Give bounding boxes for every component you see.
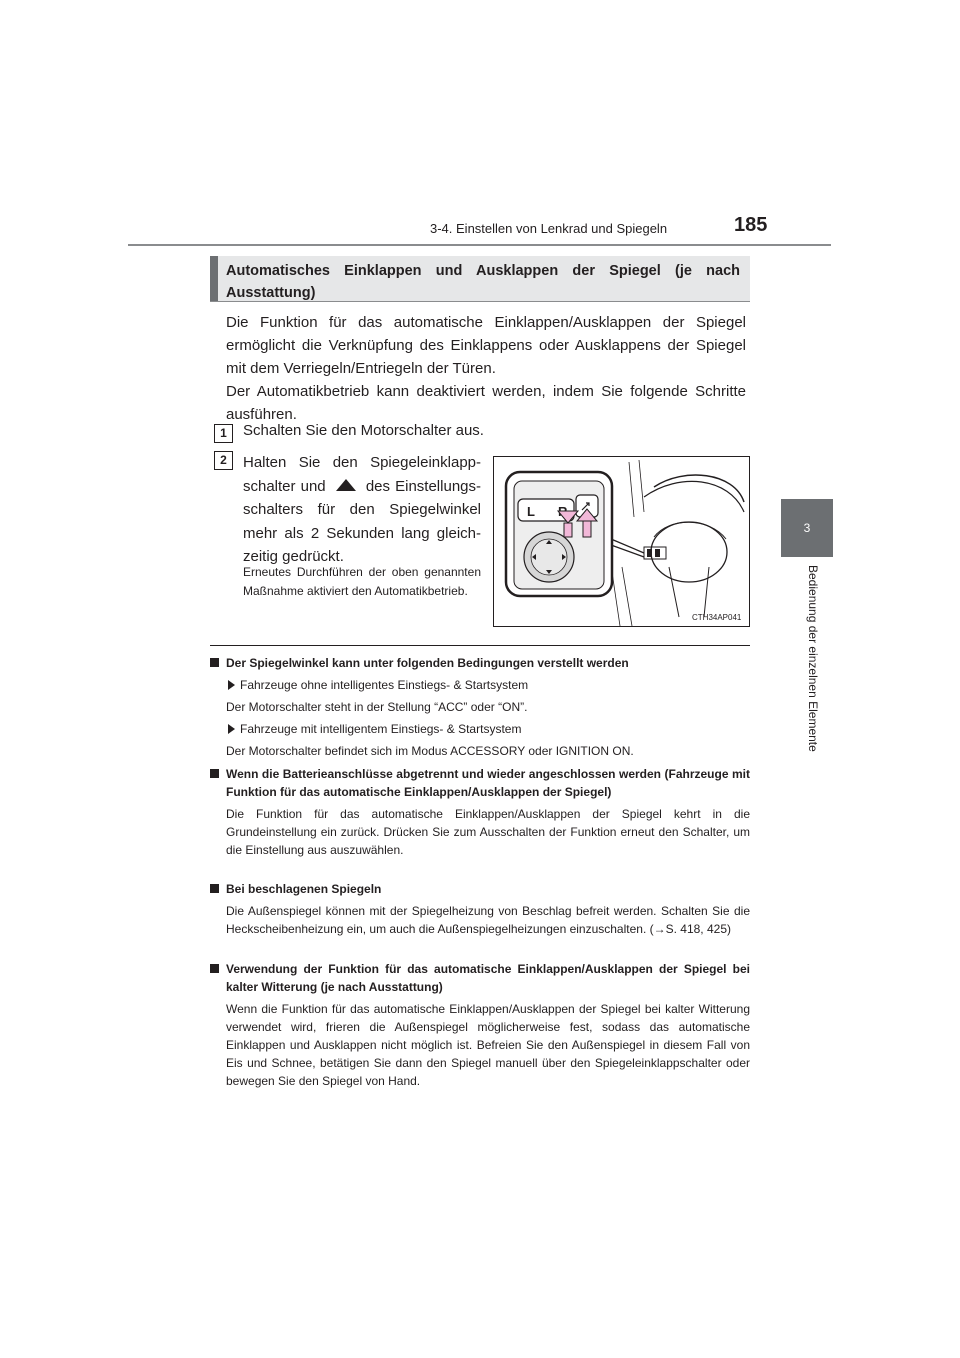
chapter-tab: 3 [781, 499, 833, 557]
note-body: Der Motorschalter steht in der Stellung “ACC” oder “ON”. [226, 700, 528, 714]
list-item: Fahrzeuge ohne intelligentes Einstiegs- & Startsystem [210, 676, 750, 694]
step-2-text [243, 451, 481, 569]
square-bullet-icon [210, 964, 219, 973]
section-rule [210, 301, 750, 302]
deactivate-paragraph: Der Automatikbetrieb kann deaktiviert werden, indem Sie folgende Schritte ausführen. [226, 383, 746, 423]
running-head: 3-4. Einstellen von Lenkrad und Spiegeln [430, 221, 668, 236]
note-battery [210, 765, 750, 859]
page-number: 185 [734, 214, 768, 236]
note-cold-weather [210, 960, 750, 1090]
left-switch-label: L [527, 504, 535, 519]
intro-paragraph: Die Funktion für das automatische Einklappen/Ausklappen der Spiegel ermöglicht die Verknüpfung des Einklappens oder Ausklappens der Spiegel mit dem Verriegeln/Entriegeln der Türen. [226, 314, 746, 377]
notes-divider [210, 645, 750, 646]
note-title: Bei beschlagenen Spiegeln [226, 882, 382, 896]
step-1-text: Schalten Sie den Motorschalter aus. [243, 422, 484, 439]
square-bullet-icon [210, 658, 219, 667]
chapter-label: Bedienung der einzelnen Elemente [806, 565, 820, 752]
note-title: Der Spiegelwinkel kann unter folgenden Bedingungen verstellt werden [226, 656, 629, 670]
note-body: Die Außenspiegel können mit der Spiegelheizung von Beschlag befreit werden. Schalten Sie die Heckscheibenheizung ein, um auch die Außenspiegelheizungen einzuschalten. (→S. 418, 425) [226, 904, 750, 936]
step-2-text-after: des Einstellungs-schalters für den Spiegelwinkel mehr als 2 Sekunden lang gleich-zeitig gedrückt. [243, 477, 481, 565]
note-conditions [210, 654, 750, 760]
header-rule [128, 244, 831, 246]
note-body: Der Motorschalter befindet sich im Modus ACCESSORY oder IGNITION ON. [226, 744, 634, 758]
mirror-switch-illustration [493, 456, 750, 627]
square-bullet-icon [210, 884, 219, 893]
list-item: Fahrzeuge mit intelligentem Einstiegs- & Startsystem [210, 720, 750, 738]
switch-diagram [494, 457, 749, 626]
note-title: Verwendung der Funktion für das automatische Einklappen/Ausklappen der Spiegel bei kalter Witterung (je nach Ausstattung) [226, 962, 750, 994]
note-body: Die Funktion für das automatische Einklappen/Ausklappen der Spiegel kehrt in die Grundeinstellung ein zurück. Drücken Sie zum Ausschalten der Funktion erneut den Schalter, um die Einstellung aus auszuwählen. [226, 807, 750, 857]
step-number-2: 2 [214, 451, 233, 470]
triangle-bullet-icon [228, 680, 235, 690]
triangle-bullet-icon [228, 724, 235, 734]
step-note: Erneutes Durchführen der oben genannten Maßnahme aktiviert den Automatikbetrieb. [243, 565, 481, 598]
figure-code: CTH34AP041 [692, 613, 742, 622]
note-title: Wenn die Batterieanschlüsse abgetrennt und wieder angeschlossen werden (Fahrzeuge mit Funktion für das automatische Einklappen/Ausklappen der Spiegel) [226, 767, 750, 799]
up-arrow-icon [335, 478, 357, 492]
step-2-text-before: Halten Sie den Spiegeleinklapp-schalter und [243, 454, 481, 495]
square-bullet-icon [210, 769, 219, 778]
note-body: Wenn die Funktion für das automatische Einklappen/Ausklappen der Spiegel bei kalter Witterung verwendet wird, frieren die Außenspiegel möglicherweise fest, sodass das automatische Einklappen und Ausklappen nicht möglich ist. Befreien Sie den Außenspiegel in diesem Fall von Eis und Schnee, betätigen Sie dann den Spiegel manuell über den Spiegeleinklappschalter oder bewegen Sie den Spiegel von Hand. [226, 1002, 750, 1088]
section-title: Automatisches Einklappen und Ausklappen der Spiegel (je nach Ausstattung) [226, 263, 740, 301]
step-number-1: 1 [214, 424, 233, 443]
note-fogged-mirrors [210, 880, 750, 938]
